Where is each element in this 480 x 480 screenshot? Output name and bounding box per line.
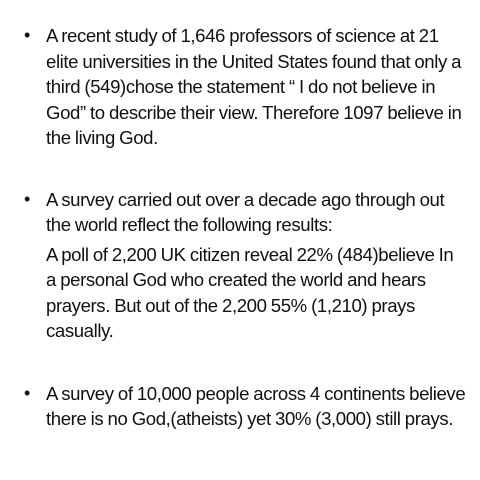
bullet-dot: • <box>24 25 30 45</box>
bullet-dot: • <box>24 188 30 209</box>
bullet-item-continents-survey <box>20 381 466 432</box>
bullet-item-professors-study <box>20 23 466 151</box>
bullet-dot: • <box>24 382 30 403</box>
bullet-subparagraph-uk-poll: A poll of 2,200 UK citizen reveal 22% (484)believe In a personal God who created the world and hears prayers. But out of the 2,200 55% (1,210) prays casually. <box>46 243 454 341</box>
bullet-text: A recent study of 1,646 professors of science at 21 elite universities in the United States found that only a third (549)chose the statement “ I do not believe in God” to describe their view. Therefore 1097 believe in the living God. <box>46 25 462 148</box>
bullet-item-world-survey <box>20 187 466 344</box>
bullet-text: A survey of 10,000 people across 4 continents believe there is no God,(atheists) yet 30% (3,000) still prays. <box>46 382 466 429</box>
bullet-text: A survey carried out over a decade ago through out the world reflect the following results: <box>46 188 445 235</box>
